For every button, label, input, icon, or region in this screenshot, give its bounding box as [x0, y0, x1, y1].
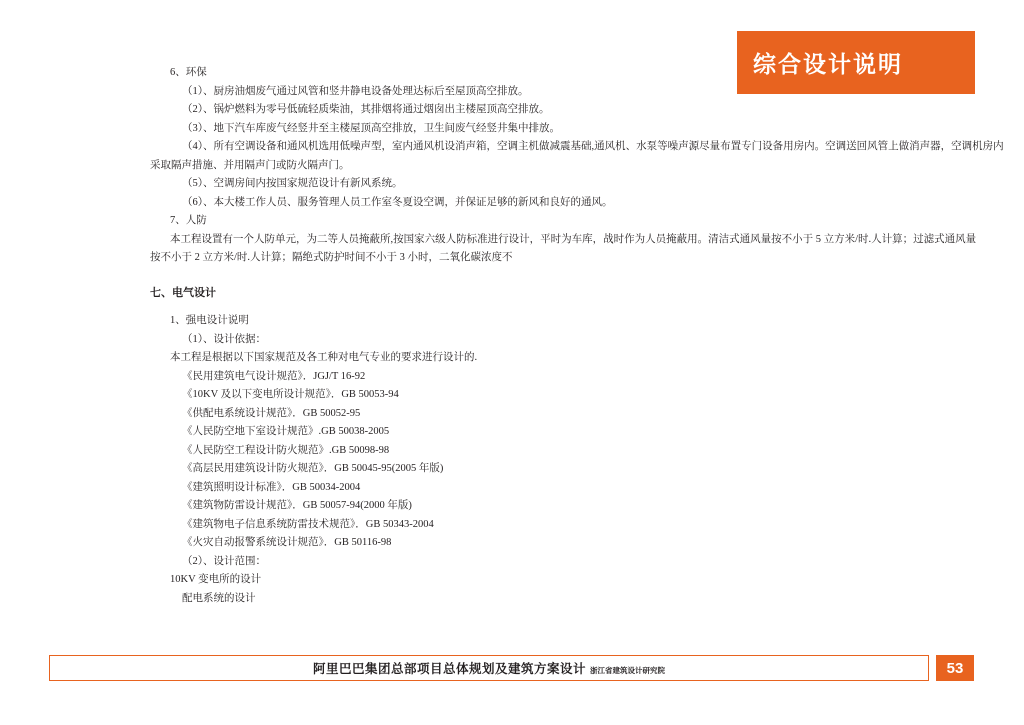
footer-title-bar — [49, 655, 929, 681]
page-title: 综合设计说明 — [753, 51, 903, 77]
paragraph-line: 《民用建筑电气设计规范》．JGJ/T 16-92 — [182, 370, 366, 382]
paragraph-line: 7、人防 — [170, 215, 207, 226]
paragraph-line: 《建筑物防雷设计规范》．GB 50057-94(2000 年版) — [182, 500, 412, 511]
paragraph-line: 《10KV 及以下变电所设计规范》．GB 50053-94 — [182, 389, 399, 400]
paragraph-line: （5）、空调房间内按国家规范设计有新风系统。 — [182, 178, 403, 189]
paragraph-line: 《建筑照明设计标准》．GB 50034-2004 — [182, 481, 361, 493]
spacer — [150, 302, 950, 312]
page-number: 53 — [946, 659, 964, 677]
paragraph-line: 6、环保 — [170, 67, 207, 78]
paragraph-line: 《供配电系统设计规范》．GB 50052-95 — [182, 407, 361, 419]
paragraph-line: 配电系统的设计 — [182, 592, 256, 604]
paragraph-line: （2）、锅炉燃料为零号低硫轻质柴油，其排烟将通过烟囱出主楼屋顶高空排放。 — [182, 104, 550, 115]
paragraph-line: 本工程设置有一个人防单元，为二等人员掩蔽所,按国家六级人防标准进行设计，平时为车库，战时作为人员掩蔽用。清洁式通风量按不小于 5 立方米/时.人计算；过滤式通风量 — [170, 233, 977, 245]
footer-institute-name: 浙江省建筑设计研究院 — [590, 666, 665, 675]
footer — [49, 655, 975, 683]
paragraph-line: 按不小于 2 立方米/时.人计算；隔绝式防护时间不小于 3 小时，二氧化碳浓度不 — [150, 252, 513, 263]
paragraph-line: （1）、设计依据： — [182, 333, 266, 345]
paragraph-line: 《高层民用建筑设计防火规范》．GB 50045-95(2005 年版) — [182, 463, 444, 474]
paragraph-line: 《火灾自动报警系统设计规范》．GB 50116-98 — [182, 537, 392, 548]
spacer — [150, 268, 950, 284]
paragraph-line: 本工程是根据以下国家规范及各工种对电气专业的要求进行设计的. — [170, 352, 478, 363]
paragraph-line: 采取隔声措施、并用隔声门或防火隔声门。 — [150, 159, 350, 171]
paragraph-line: （2）、设计范围： — [182, 555, 266, 567]
paragraph-line: （6）、本大楼工作人员、服务管理人员工作室冬夏设空调，并保证足够的新风和良好的通风。 — [182, 196, 613, 208]
paragraph-line: 《建筑物电子信息系统防雷技术规范》．GB 50343-2004 — [182, 518, 434, 530]
footer-project-title: 阿里巴巴集团总部项目总体规划及建筑方案设计 — [312, 662, 586, 676]
paragraph-line: 《人民防空工程设计防火规范》.GB 50098-98 — [182, 444, 390, 456]
paragraph-line: （1）、厨房油烟废气通过风管和竖井静电设备处理达标后至屋顶高空排放。 — [182, 85, 529, 97]
document-content — [150, 64, 1004, 608]
paragraph-line: （3）、地下汽车库废气经竖井至主楼屋顶高空排放，卫生间废气经竖井集中排放。 — [182, 122, 560, 134]
paragraph-line: （4）、所有空调设备和通风机选用低噪声型，室内通风机设消声箱，空调主机做减震基础,通风机、水泵等噪声源尽量布置专门设备用房内。空调送回风管上做消声器，空调机房内 — [182, 141, 1004, 152]
page-number-badge — [936, 655, 974, 681]
paragraph-line: 10KV 变电所的设计 — [170, 574, 262, 585]
paragraph-line: 1、强电设计说明 — [170, 315, 249, 326]
section-heading: 七、电气设计 — [150, 286, 216, 299]
paragraph-line: 《人民防空地下室设计规范》.GB 50038-2005 — [182, 426, 390, 437]
